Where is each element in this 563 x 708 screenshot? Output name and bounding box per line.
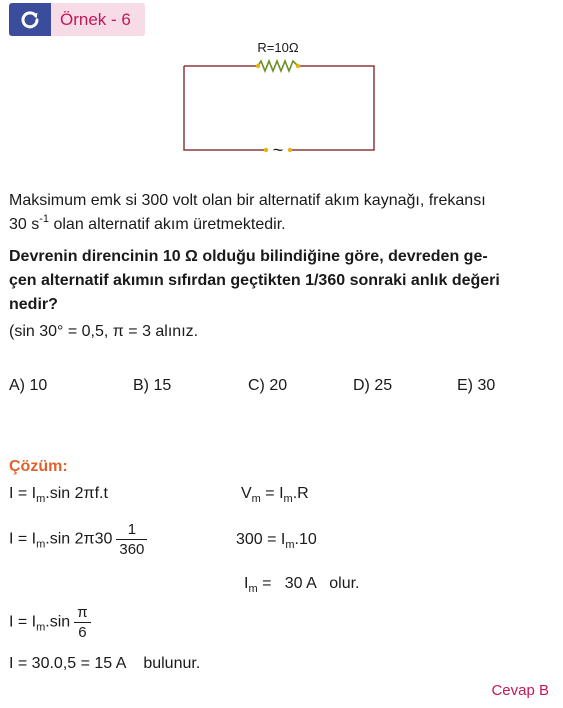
equation-4: $300 = I_m.10$ <box>236 531 317 551</box>
question-bold-1: Devrenin direncinin 10 Ω olduğu bilindiğine göre, devreden ge- <box>9 248 488 265</box>
ac-source-symbol: ~ <box>272 140 284 156</box>
circuit-diagram <box>180 38 380 156</box>
circuit-wire <box>184 66 374 150</box>
question-intro-2: 30 $s^{-1}$ olan alternatif akım üretmektedir. <box>9 213 286 233</box>
equation-2: $V_m = I_m.R$ <box>241 485 309 505</box>
fraction-pi-6: $\frac{\pi}{6}$ <box>74 604 90 641</box>
resistor-label: R=10Ω <box>257 40 299 55</box>
equation-7: I = 30.0,5 = 15 A bulunur. <box>9 655 201 672</box>
question-bold-3: nedir? <box>9 296 58 313</box>
example-header <box>9 3 145 36</box>
option-b: B) 15 <box>133 377 172 394</box>
solution-heading: Çözüm: <box>9 458 68 475</box>
option-a: A) 10 <box>9 377 48 394</box>
example-title: Örnek - 6 <box>60 10 131 29</box>
refresh-icon <box>9 3 51 36</box>
question-bold-2: çen alternatif akımın sıfırdan geçtikten 1/360 sonraki anlık değeri <box>9 272 500 289</box>
answer-label: Cevap B <box>491 682 549 699</box>
equation-3: $I = I_m.\sin$ 2π30 $\frac{1}{360}$ <box>9 521 147 558</box>
equation-5: $I_m = 30$ A olur. <box>244 575 360 595</box>
option-e: E) 30 <box>457 377 496 394</box>
equation-1: $I = I_m.\sin$ 2πf.t <box>9 485 108 505</box>
question-hint: (sin 30° = 0,5, π = 3 alınız. <box>9 323 199 340</box>
equation-6: $I = I_m.\sin$ $\frac{\pi}{6}$ <box>9 604 91 641</box>
option-c: C) 20 <box>248 377 288 394</box>
resistor <box>258 61 298 71</box>
fraction-1-360: $\frac{1}{360}$ <box>116 521 147 558</box>
question-intro-1: Maksimum emk si 300 volt olan bir alternatif akım kaynağı, frekansı <box>9 192 486 209</box>
option-d: D) 25 <box>353 377 393 394</box>
